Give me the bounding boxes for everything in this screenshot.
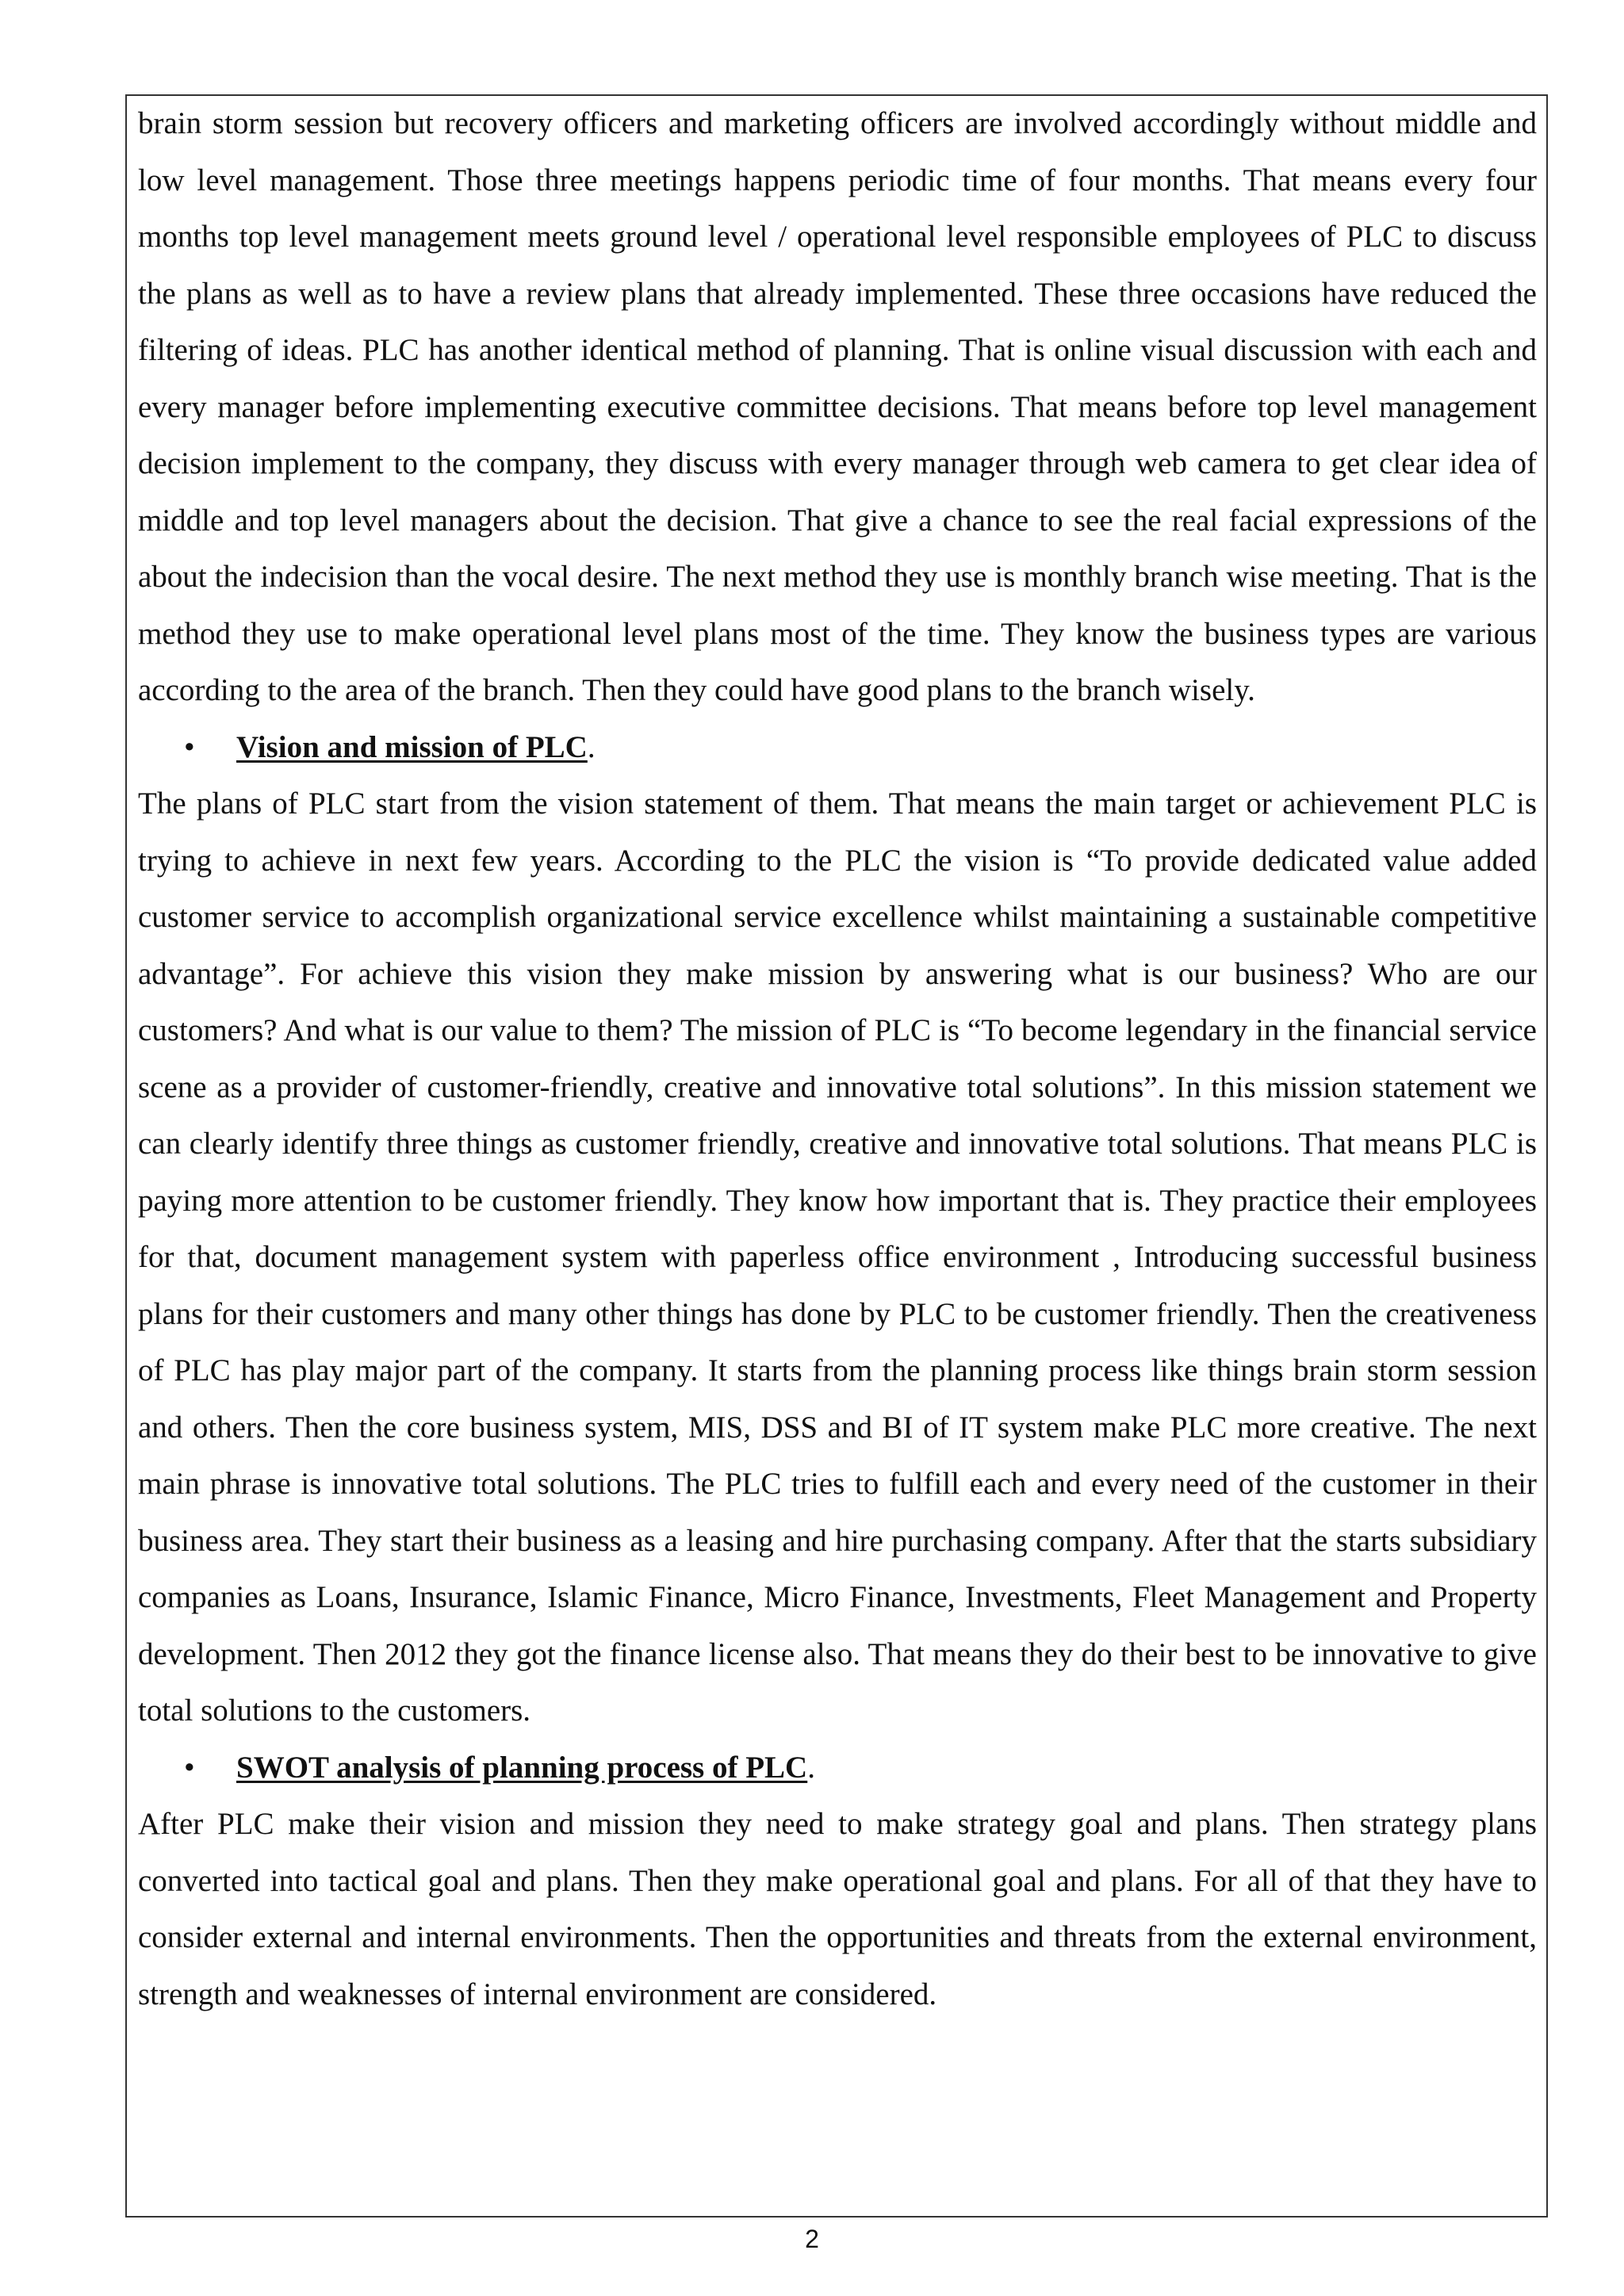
section-heading-text: Vision and mission of PLC <box>236 729 588 764</box>
vision-mission-paragraph: The plans of PLC start from the vision statement of them. That means the main target or achievement PLC is trying to achieve in next few years. According to the PLC the vision is “To provide dedicated value added customer service to accomplish organizational service excellence whilst maintaining a sustainable competitive advantage”. For achieve this vision they make mission by answering what is our business? Who are our customers? And what is our value to them? The mission of PLC is “To become legendary in the financial service scene as a provider of customer-friendly, creative and innovative total solutions”. In this mission statement we can clearly identify three things as customer friendly, creative and innovative total solutions. That means PLC is paying more attention to be customer friendly. They know how important that is. They practice their employees for that, document management system with paperless office environment , Introducing successful business plans for their customers and many other things has done by PLC to be customer friendly. Then the creativeness of PLC has play major part of the company. It starts from the planning process like things brain storm session and others. Then the core business system, MIS, DSS and BI of IT system make PLC more creative. The next main phrase is innovative total solutions. The PLC tries to fulfill each and every need of the customer in their business area. They start their business as a leasing and hire purchasing company. After that the starts subsidiary companies as Loans, Insurance, Islamic Finance, Micro Finance, Investments, Fleet Management and Property development. Then 2012 they got the finance license also. That means they do their best to be innovative to give total solutions to the customers. <box>138 786 1537 1728</box>
bullet-icon: • <box>184 1750 195 1785</box>
heading-period: . <box>807 1750 815 1785</box>
page-number: 2 <box>805 2225 819 2253</box>
intro-paragraph: brain storm session but recovery officers and marketing officers are involved accordingly without middle and low level management. Those three meetings happens periodic time of four months. That means every four months top level management meets ground level / operational level responsible employees of PLC to discuss the plans as well as to have a review plans that already implemented. These three occasions have reduced the filtering of ideas. PLC has another identical method of planning. That is online visual discussion with each and every manager before implementing executive committee decisions. That means before top level management decision implement to the company, they discuss with every manager through web camera to get clear idea of middle and top level managers about the decision. That give a chance to see the real facial expressions of the about the indecision than the vocal desire. The next method they use is monthly branch wise meeting. That is the method they use to make operational level plans most of the time. They know the business types are various according to the area of the branch. Then they could have good plans to the branch wisely. <box>138 106 1537 707</box>
section-heading-text: SWOT analysis of planning process of PLC <box>236 1750 808 1785</box>
heading-period: . <box>587 729 596 764</box>
swot-heading <box>138 1739 1537 1797</box>
bullet-icon: • <box>184 729 195 764</box>
vision-mission-heading <box>138 719 1537 776</box>
swot-paragraph: After PLC make their vision and mission they need to make strategy goal and plans. Then strategy plans converted into tactical goal and plans. Then they make operational goal and plans. For all of that they have to consider external and internal environments. Then the opportunities and threats from the external environment, strength and weaknesses of internal environment are considered. <box>138 1807 1537 2011</box>
document-body <box>138 95 1537 2022</box>
